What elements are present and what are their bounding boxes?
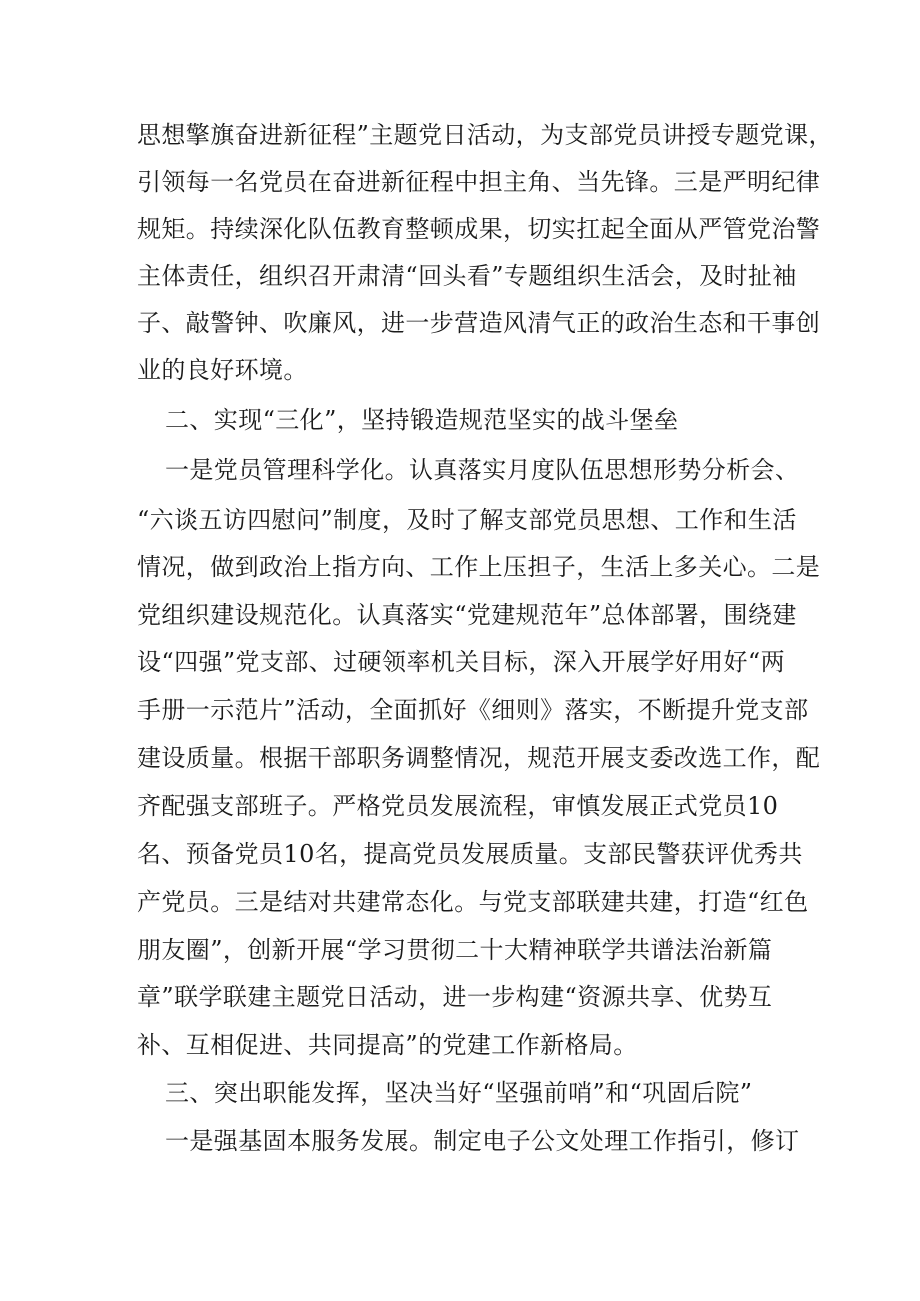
text-line: 补、互相促进、共同提高”的党建工作新格局。 [137,1031,638,1059]
section-heading: 二、实现“三化”，坚持锻造规范坚实的战斗堡垒 [165,406,679,434]
text-line: 一是强基固本服务发展。制定电子公文处理工作指引，修订 [165,1127,800,1155]
text-line: 朋友圈”，创新开展“学习贯彻二十大精神联学共谱法治新篇 [137,936,773,964]
text-line: 业的良好环境。 [137,356,308,384]
text-line: 党组织建设规范化。认真落实“党建规范年”总体部署，围绕建 [137,601,797,629]
text-line: 齐配强支部班子。严格党员发展流程，审慎发展正式党员10 [137,792,779,820]
text-line: 产党员。三是结对共建常态化。与党支部联建共建，打造“红色 [137,888,809,916]
text-line: 引领每一名党员在奋进新征程中担主角、当先锋。三是严明纪律 [137,168,821,196]
text-line: 主体责任，组织召开肃清“回头看”专题组织生活会，及时扯袖 [137,262,797,290]
text-line: 手册一示范片”活动，全面抓好《细则》落实，不断提升党支部 [137,696,809,724]
text-line: 情况，做到政治上指方向、工作上压担子，生活上多关心。二是 [137,553,821,581]
section-heading: 三、突出职能发挥，坚决当好“坚强前哨”和“巩固后院” [165,1079,753,1107]
text-line: 子、敲警钟、吹廉风，进一步营造风清气正的政治生态和干事创 [137,309,821,337]
text-line: “六谈五访四慰问”制度，及时了解支部党员思想、工作和生活 [137,506,797,534]
text-line: 设“四强”党支部、过硬领率机关目标，深入开展学好用好“两 [137,648,786,676]
text-line: 思想擎旗奋进新征程”主题党日活动，为支部党员讲授专题党课， [137,121,833,149]
text-line: 建设质量。根据干部职务调整情况，规范开展支委改选工作，配 [137,744,821,772]
text-line: 规矩。持续深化队伍教育整顿成果，切实扛起全面从严管党治警 [137,215,821,243]
text-line: 名、预备党员10名，提高党员发展质量。支部民警获评优秀共 [137,840,803,868]
text-line: 章”联学联建主题党日活动，进一步构建“资源共享、优势互 [137,983,773,1011]
text-line: 一是党员管理科学化。认真落实月度队伍思想形势分析会、 [165,456,800,484]
